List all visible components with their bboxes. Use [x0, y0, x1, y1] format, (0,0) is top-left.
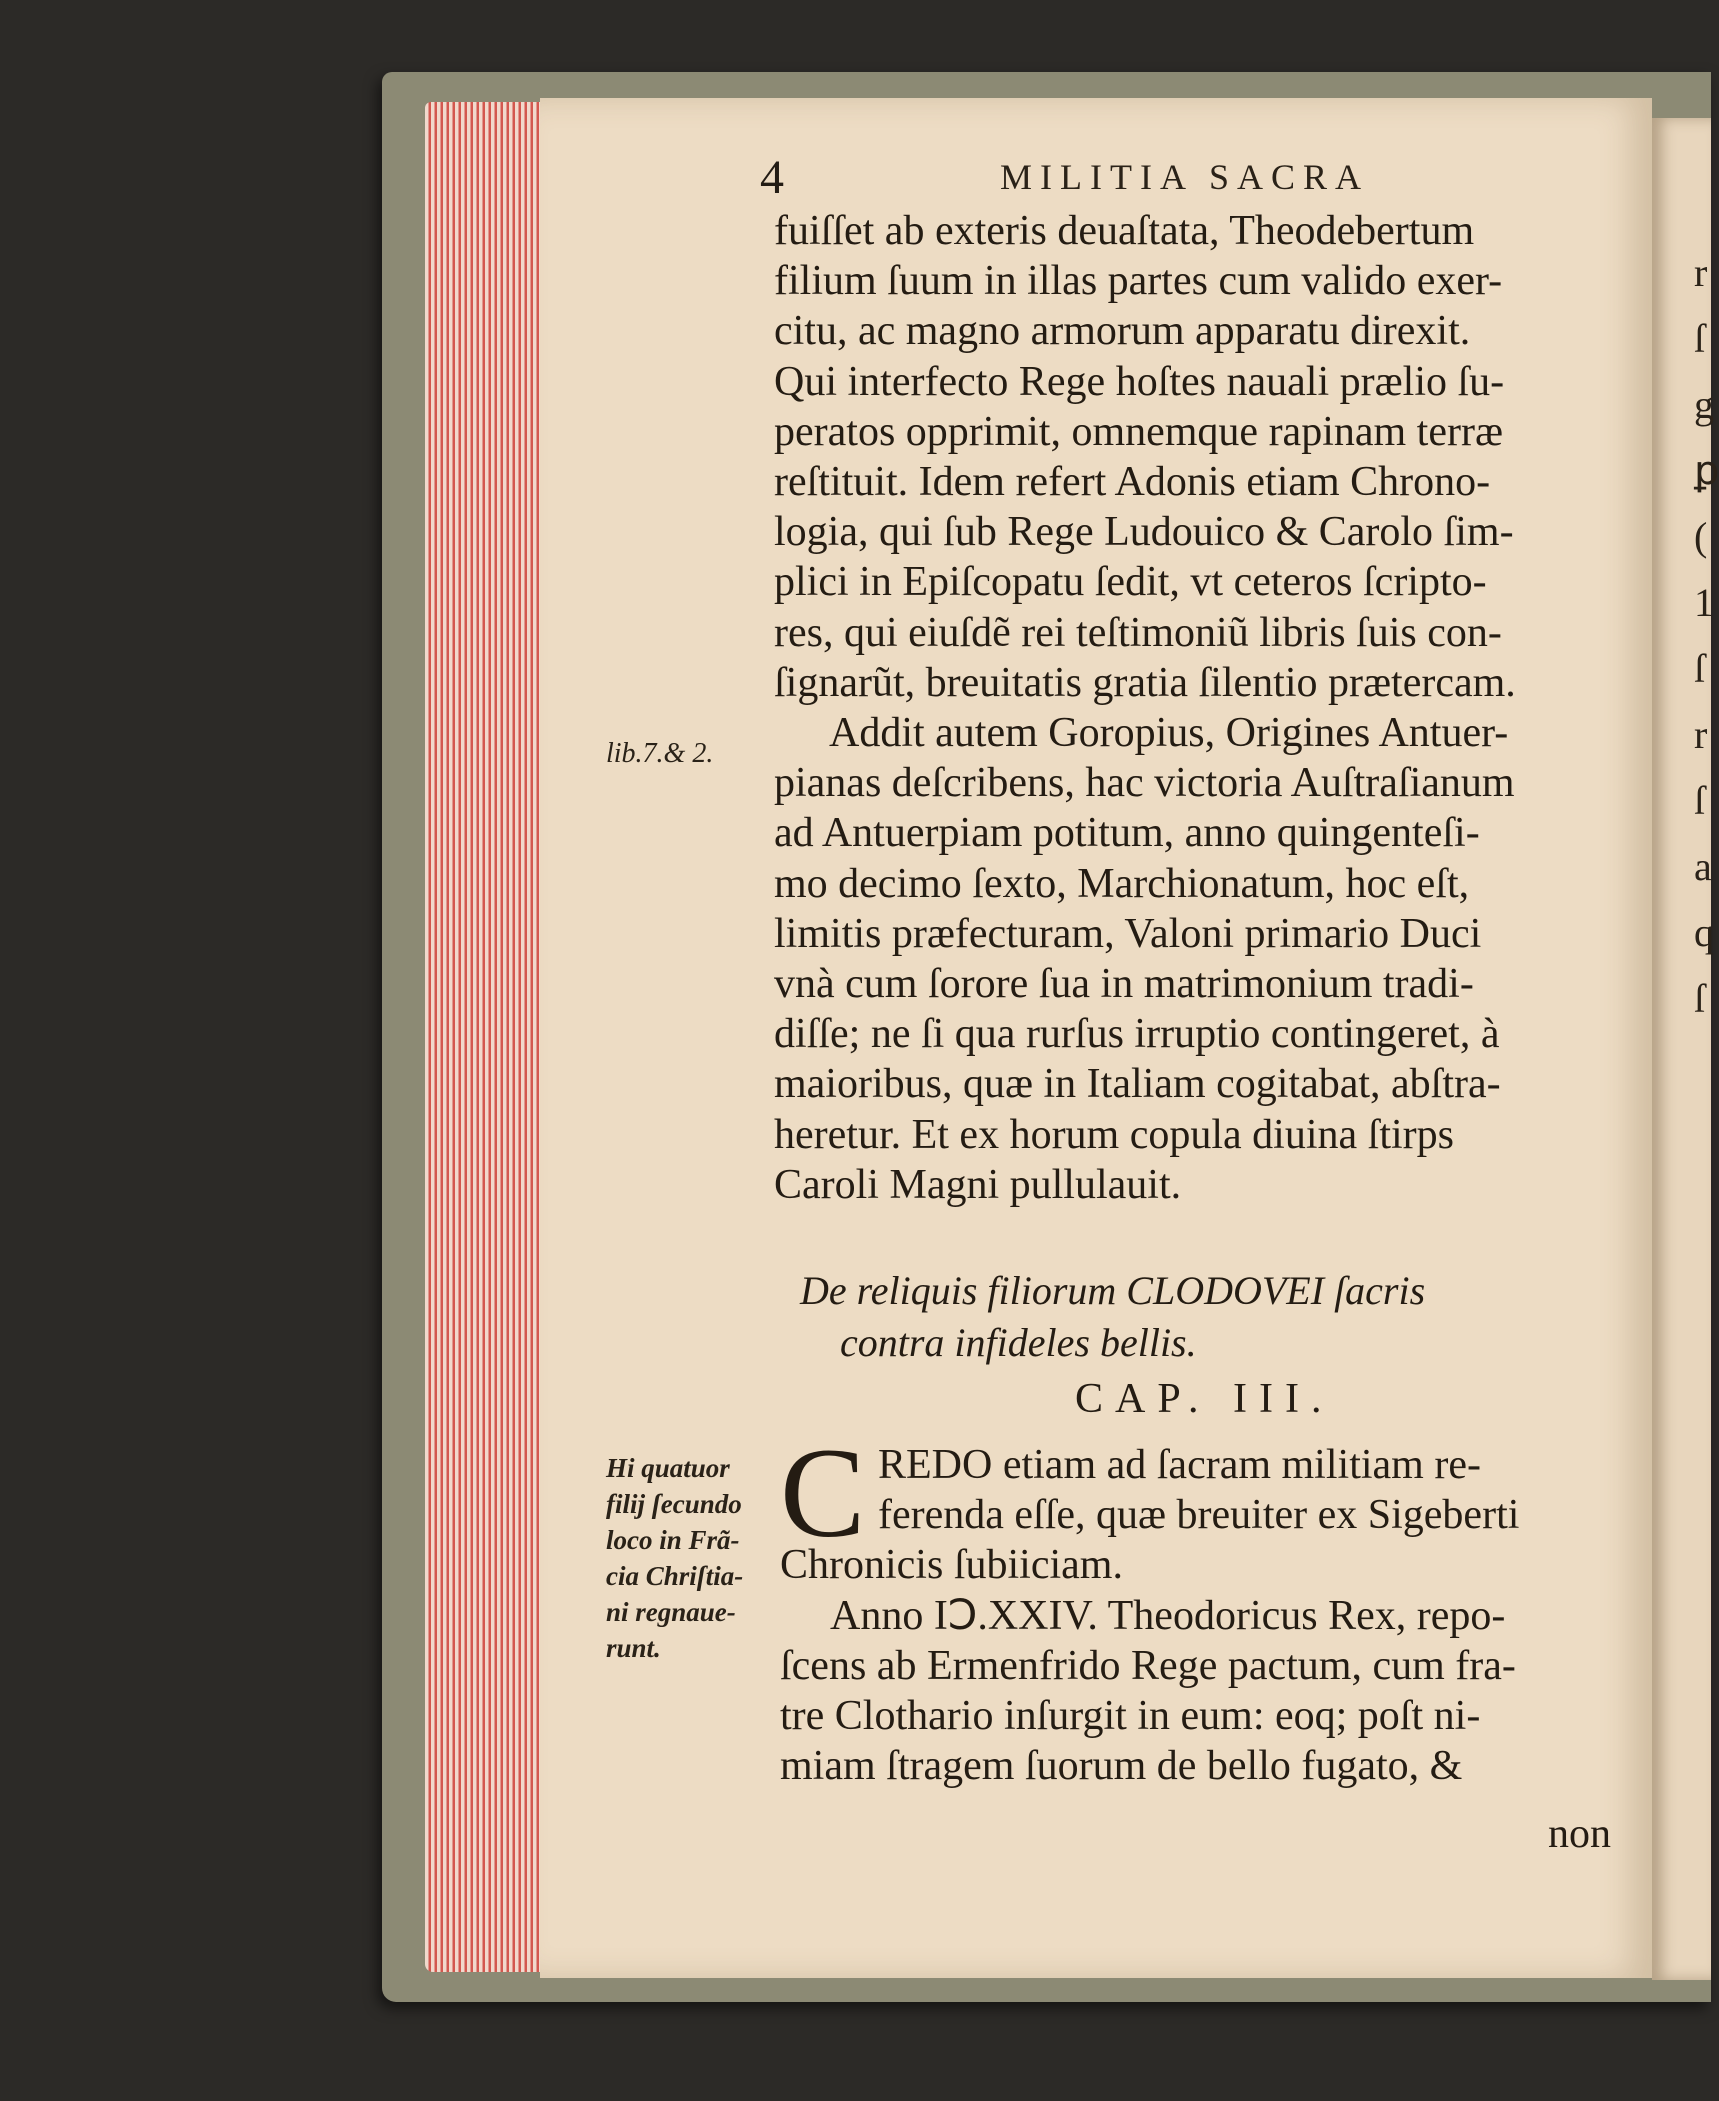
text-line: Anno IↃ.XXIV. Theodoricus Rex, repo-	[830, 1592, 1506, 1639]
text-line: Addit autem Goropius, Origines Antuer-	[829, 710, 1509, 757]
chapter-rubric	[800, 1265, 1630, 1369]
text-line: peratos opprimit, omnemque rapinam terræ	[774, 408, 1503, 455]
page-number: 4	[760, 151, 784, 204]
text-line: citu, ac magno armorum apparatu direxit.	[774, 308, 1471, 355]
rubric-line: contra infideles bellis.	[840, 1320, 1197, 1365]
text-line: heretur. Et ex horum copula diuina ſtirps	[774, 1111, 1454, 1158]
running-head: MILITIA SACRA	[1000, 157, 1370, 197]
text-line: REDO etiam ad ſacram militiam re-	[878, 1442, 1481, 1488]
text-line: ferenda eſſe, quæ breuiter ex Sigeberti	[878, 1492, 1520, 1539]
page-edges	[425, 102, 555, 1972]
text-line: ſignarũt, breuitatis gratia ſilentio prætercam.	[774, 659, 1516, 706]
text-line: limitis præfecturam, Valoni primario Duci	[774, 910, 1482, 957]
text-line: Qui interfecto Rege hoſtes nauali prælio ſu-	[774, 358, 1505, 405]
text-line: reſtituit. Idem refert Adonis etiam Chrono-	[774, 459, 1491, 506]
text-line: ad Antuerpiam potitum, anno quingenteſi-	[774, 810, 1480, 857]
margin-reference: lib.7.& 2.	[606, 738, 714, 769]
text-line: res, qui eiuſdẽ rei teſtimoniũ libris ſuis con-	[774, 609, 1502, 656]
chapter-body	[780, 1422, 1640, 1791]
text-line: fuiſſet ab exteris deuaſtata, Theodebertum	[774, 208, 1475, 254]
text-line: tre Clothario inſurgit in eum: eoq; poſt ni-	[780, 1693, 1481, 1740]
text-line: plici in Epiſcopatu ſedit, vt ceteros ſcripto-	[774, 559, 1487, 606]
text-line: pianas deſcribens, hac victoria Auſtraſianum	[774, 760, 1515, 807]
text-line: Chronicis ſubiiciam.	[780, 1542, 1123, 1589]
catchword: non	[1548, 1811, 1611, 1857]
rubric-line: De reliquis filiorum CLODOVEI ſacris	[800, 1268, 1426, 1313]
text-line: Caroli Magni pullulauit.	[774, 1161, 1182, 1208]
text-line: ſcens ab Ermenfrido Rege pactum, cum fra-	[780, 1642, 1516, 1689]
text-line: mo decimo ſexto, Marchionatum, hoc eſt,	[774, 860, 1470, 907]
drop-capital: C	[780, 1422, 866, 1564]
body-text	[774, 206, 1640, 1210]
page-header	[760, 150, 1460, 202]
chapter-heading: CAP. III.	[1075, 1376, 1334, 1422]
text-line: vnà cum ſorore ſua in matrimonium tradi-	[774, 961, 1474, 1008]
margin-note: Hi quatuor filij ſecundo loco in Frã- cia Chriſtia- ni regnaue- runt.	[606, 1453, 744, 1663]
text-line: logia, qui ſub Rege Ludouico & Carolo ſim-	[774, 509, 1514, 556]
text-line: diſſe; ne ſi qua rurſus irruptio contingeret, à	[774, 1011, 1500, 1058]
text-line: filium ſuum in illas partes cum valido exer-	[774, 258, 1503, 305]
text-line: maioribus, quæ in Italiam cogitabat, abſtra-	[774, 1061, 1501, 1108]
text-line: miam ſtragem ſuorum de bello fugato, &	[780, 1743, 1463, 1790]
facing-page-letters: r ſ g ꝑ ( 1 ſ r ſ a q ſ	[1694, 250, 1719, 1021]
